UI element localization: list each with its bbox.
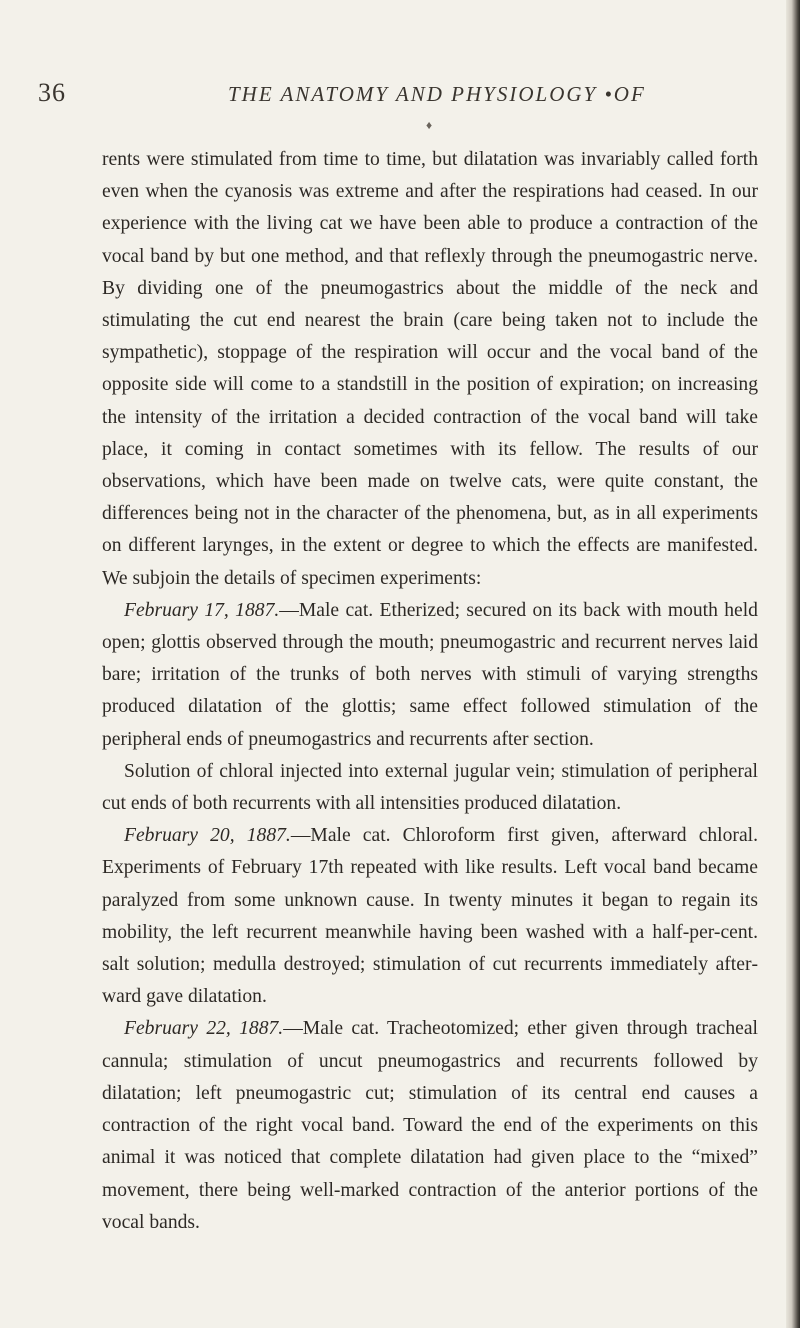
running-head: THE ANATOMY AND PHYSIOLOGY •OF <box>228 82 646 106</box>
page-header <box>38 78 758 114</box>
experiment-entry <box>102 595 758 756</box>
entry-text: —Male cat. Chloroform first given, afterward chloral. Experiments of February 17th repeated with like results. Left vocal band became paralyzed from some unknown cause. In twenty minutes it began to regain its mobility, the left recurrent meanwhile having been washed with a half-per-cent. salt solution; medulla destroyed; stimulation of cut recurrents immediately afterward gave dilatation. <box>102 825 758 1008</box>
entry-text: —Male cat. Tracheotomized; ether given through tracheal cannula; stimulation of uncut pneumogastrics and recurrents followed by dilatation; left pneumogastric cut; stimulation of its central end causes a contraction of the right vocal band. Toward the end of the experiments on this animal it was noticed that complete dilatation had given place to the “mixed” movement, there being well-marked contraction of the anterior portions of the vocal bands. <box>102 1018 758 1233</box>
entry-text: —Male cat. Etherized; secured on its back with mouth held open; glottis observed through the mouth; pneumogastric and recurrent nerves laid bare; irritation of the trunks of both nerves with stimuli of varying strengths produced dilatation of the glottis; same effect followed stimulation of the peripheral ends of pneumogastrics and recurrents after section. <box>102 599 758 750</box>
body-text <box>102 144 758 1239</box>
page-number: 36 <box>38 78 66 107</box>
entry-date: February 20, 1887. <box>124 825 291 847</box>
margin-mark: ♦ <box>426 118 433 132</box>
experiment-entry <box>102 1013 758 1238</box>
experiment-entry: Solution of chloral injected into external jugular vein; stimulation of peripheral cut ends of both recurrents with all intensities produced dilatation. <box>102 760 758 815</box>
experiment-entry <box>102 820 758 1013</box>
entry-date: February 17, 1887. <box>124 599 280 621</box>
entry-date: February 22, 1887. <box>124 1018 284 1040</box>
page-edge <box>786 0 800 1328</box>
intro-paragraph: rents were stimulated from time to time, but dilatation was invariably called forth even when the cyanosis was extreme and after the respirations had ceased. In our experience with the living cat we have been able to produce a contraction of the vocal band by but one method, and that reflexly through the pneumogastric nerve. By dividing one of the pneumogastrics about the middle of the neck and stimulating the cut end nearest the brain (care being taken not to include the sympathetic), stoppage of the respiration will occur and the vocal band of the opposite side will come to a standstill in the position of expiration; on increasing the intensity of the irritation a decided contraction of the vocal band will take place, it coming in contact sometimes with its fellow. The results of our observations, which have been made on twelve cats, were quite constant, the differences being not in the character of the phenomena, but, as in all experiments on different larynges, in the extent or degree to which the effects are manifested. We subjoin the details of specimen experiments: <box>102 149 758 589</box>
